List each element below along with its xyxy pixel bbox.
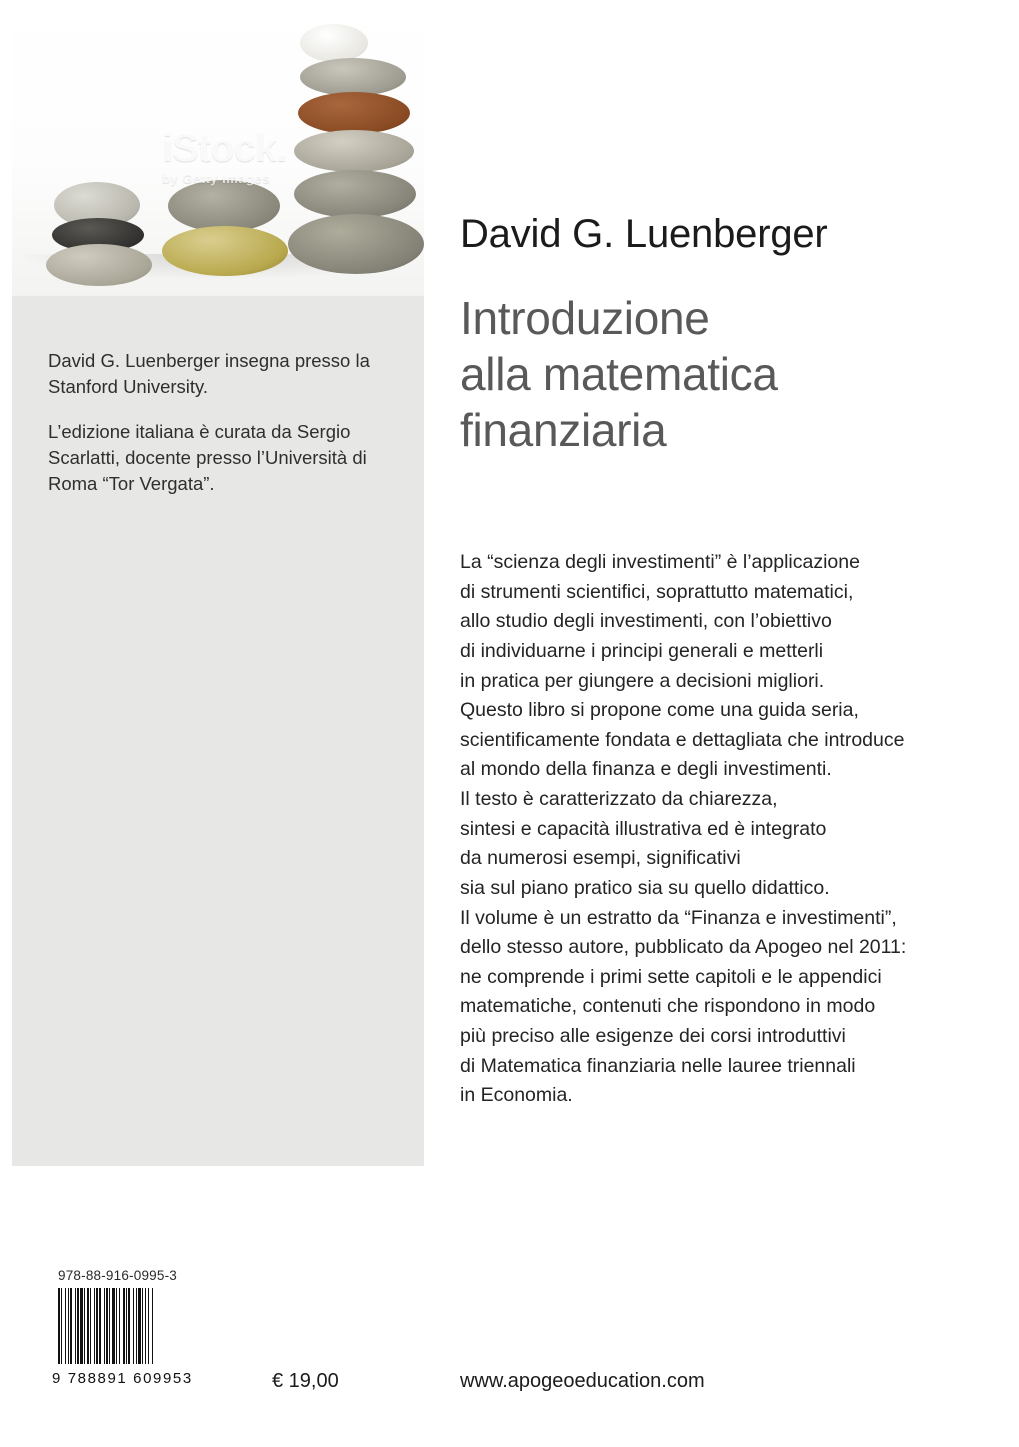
stone-icon <box>288 214 424 274</box>
blurb-line: Questo libro si propone come una guida seria, <box>460 699 859 722</box>
blurb-line: di Matematica finanziaria nelle lauree triennali <box>460 1054 856 1077</box>
blurb-line: sia sul piano pratico sia su quello didattico. <box>460 876 830 899</box>
barcode <box>58 1288 234 1368</box>
blurb-line: di individuarne i principi generali e metterli <box>460 639 824 662</box>
blurb-line: in pratica per giungere a decisioni migliori. <box>460 669 825 692</box>
blurb-line: da numerosi esempi, significativi <box>460 847 741 870</box>
blurb-line: dello stesso autore, pubblicato da Apogeo nel 2011: <box>460 936 907 959</box>
blurb-line: La “scienza degli investimenti” è l’applicazione <box>460 551 860 573</box>
isbn-text: 978-88-916-0995-3 <box>58 1268 177 1283</box>
author-bio <box>48 348 378 497</box>
barcode-bars <box>58 1288 234 1364</box>
stone-icon <box>300 24 368 62</box>
stone-icon <box>300 58 406 96</box>
book-title <box>460 290 980 458</box>
barcode-digits: 9 788891 609953 <box>52 1370 193 1387</box>
publisher-website: www.apogeoeducation.com <box>460 1370 705 1392</box>
title-line-2: alla matematica <box>460 348 778 401</box>
author-name: David G. Luenberger <box>460 212 828 256</box>
price-label: € 19,00 <box>272 1370 339 1392</box>
blurb-line: ne comprende i primi sette capitoli e le appendici <box>460 965 882 988</box>
blurb-line: matematiche, contenuti che rispondono in modo <box>460 995 876 1018</box>
blurb-line: di strumenti scientifici, soprattutto matematici, <box>460 580 854 603</box>
title-line-1: Introduzione <box>460 292 710 344</box>
stone-icon <box>162 226 288 276</box>
stone-icon <box>294 130 414 172</box>
blurb-line: sintesi e capacità illustrativa ed è integrato <box>460 817 827 840</box>
bio-paragraph-1: David G. Luenberger insegna presso la Stanford University. <box>48 350 370 398</box>
blurb-line: in Economia. <box>460 1084 573 1107</box>
blurb-line: più preciso alle esigenze dei corsi introduttivi <box>460 1025 846 1047</box>
cover-photo <box>12 0 424 296</box>
stone-icon <box>168 180 280 232</box>
blurb-line: al mondo della finanza e degli investimenti. <box>460 758 832 781</box>
bio-paragraph-2: L’edizione italiana è curata da Sergio Scarlatti, docente presso l’Università di Roma “Tor Vergata”. <box>48 420 367 495</box>
watermark-sub-text: by Getty Images <box>162 171 270 186</box>
blurb-line: scientificamente fondata e dettagliata che introduce <box>460 728 905 751</box>
blurb-line: Il testo è caratterizzato da chiarezza, <box>460 788 778 810</box>
watermark-main-text: iStock. <box>162 126 287 170</box>
stone-icon <box>298 92 410 134</box>
stone-icon <box>294 170 416 218</box>
blurb-line: allo studio degli investimenti, con l’obiettivo <box>460 610 832 633</box>
stone-icon <box>46 244 152 286</box>
back-cover-blurb <box>460 548 960 1111</box>
title-line-3: finanziaria <box>460 404 667 457</box>
blurb-line: Il volume è un estratto da “Finanza e investimenti”, <box>460 906 897 929</box>
